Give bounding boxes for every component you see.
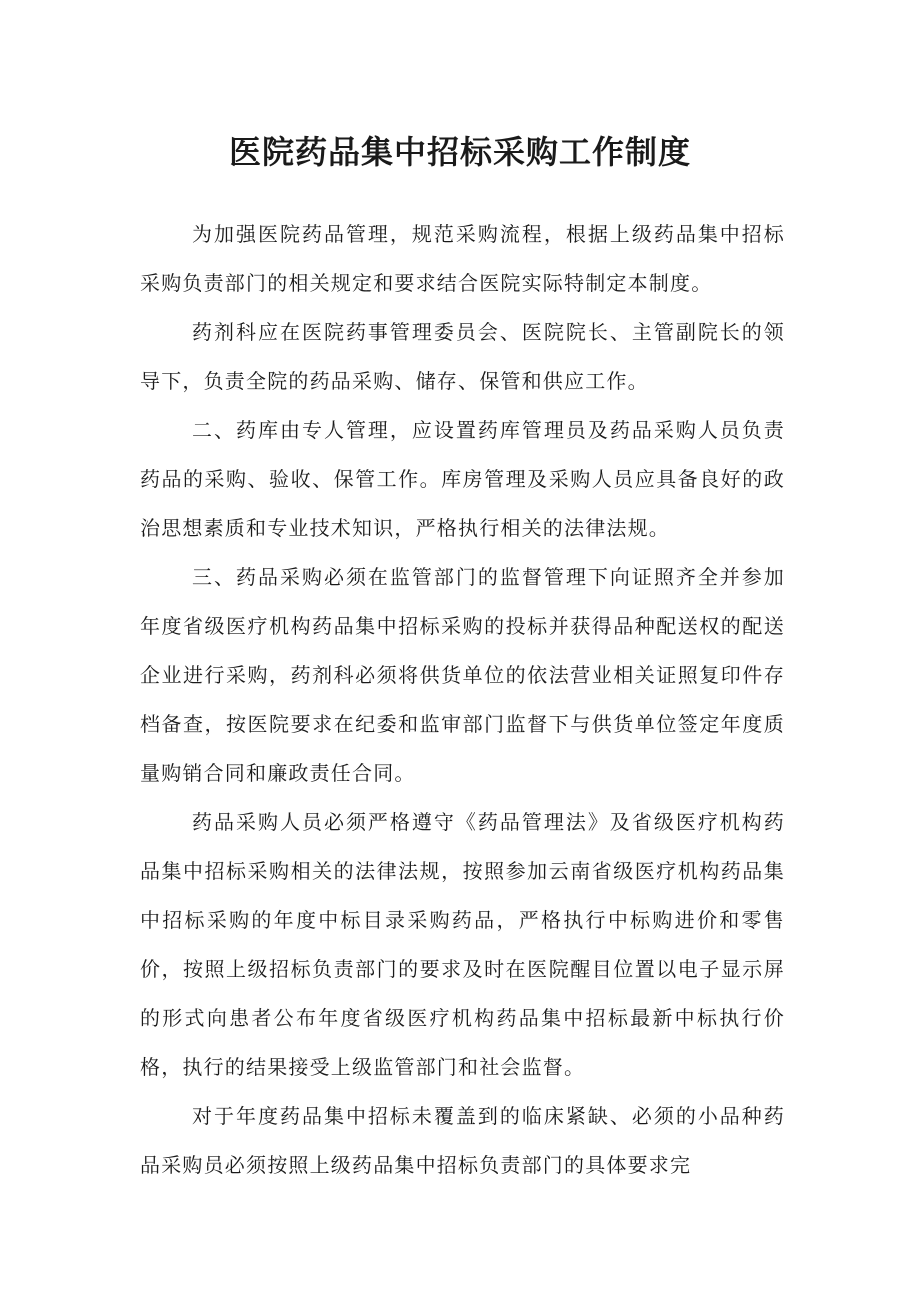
paragraph-pharmacy-dept: 药剂科应在医院药事管理委员会、医院院长、主管副院长的领导下，负责全院的药品采购、储存、保管和供应工作。 <box>140 320 785 393</box>
paragraph-intro: 为加强医院药品管理，规范采购流程，根据上级药品集中招标采购负责部门的相关规定和要求结合医院实际特制定本制度。 <box>140 222 785 295</box>
paragraph-warehouse: 二、药库由专人管理，应设置药库管理员及药品采购人员负责药品的采购、验收、保管工作。库房管理及采购人员应具备良好的政治思想素质和专业技术知识，严格执行相关的法律法规。 <box>140 418 785 540</box>
paragraph-purchaser-rules: 药品采购人员必须严格遵守《药品管理法》及省级医疗机构药品集中招标采购相关的法律法规，按照参加云南省级医疗机构药品集中招标采购的年度中标目录采购药品，严格执行中标购进价和零售价，按照上级招标负责部门的要求及时在医院醒目位置以电子显示屏的形式向患者公布年度省级医疗机构药品集中招标最新中标执行价格，执行的结果接受上级监管部门和社会监督。 <box>140 810 785 1079</box>
document-title: 医院药品集中招标采购工作制度 <box>228 133 691 171</box>
paragraph-uncovered-drugs: 对于年度药品集中招标未覆盖到的临床紧缺、必须的小品种药品采购员必须按照上级药品集中招标负责部门的具体要求完 <box>140 1104 785 1177</box>
document-body <box>140 210 785 1190</box>
paragraph-procurement-supervision: 三、药品采购必须在监管部门的监督管理下向证照齐全并参加年度省级医疗机构药品集中招标采购的投标并获得品种配送权的配送企业进行采购，药剂科必须将供货单位的依法营业相关证照复印件存档备查，按医院要求在纪委和监审部门监督下与供货单位签定年度质量购销合同和廉政责任合同。 <box>140 565 785 785</box>
